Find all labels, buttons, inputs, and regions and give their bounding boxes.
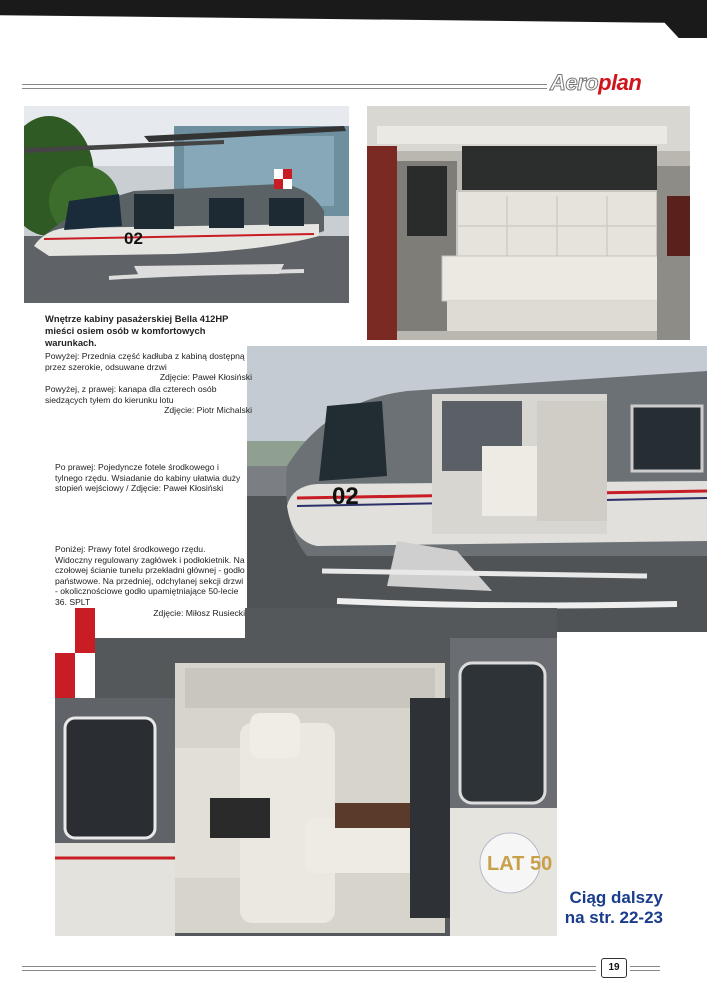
- caption-top-right-text: Powyżej, z prawej: kanapa dla czterech osób siedzących tyłem do kierunku lotu: [45, 384, 217, 405]
- caption-top: [45, 351, 252, 383]
- logo-plan: plan: [598, 70, 642, 95]
- photo-cabin-seat: [55, 608, 557, 936]
- binding-edge: [0, 0, 707, 38]
- continuation-note: [565, 888, 663, 928]
- caption-top-right: [45, 384, 252, 416]
- tail-number-front: 02: [124, 229, 143, 248]
- footer-rule-right: [630, 966, 660, 971]
- caption-intro: Wnętrze kabiny pasażerskiej Bella 412HP mieści osiem osób w komfortowych warunkach.: [45, 313, 229, 348]
- caption-below-text: Poniżej: Prawy fotel środkowego rzędu. Widoczny regulowany zagłówek i podłokietnik. Na czołowej ścianie tunelu przekładni głównej - godło państwowe. Na przedniej, odchylanej sekcji drzwi - okolicznościowe godło upamiętniające 50-lecie 36. SPLT: [55, 544, 245, 607]
- aeroplan-logo: [550, 70, 680, 98]
- footer-rule-left: [22, 966, 596, 971]
- page-number: 19: [601, 958, 627, 978]
- continuation-line2: na str. 22-23: [564, 908, 663, 927]
- caption-top-text: Powyżej: Przednia część kadłuba z kabiną dostępną przez szerokie, odsuwane drzwi: [45, 351, 245, 372]
- anniversary-seal: LAT 50: [487, 853, 553, 875]
- caption-below-credit: Zdjęcie: Miłosz Rusiecki: [153, 607, 245, 618]
- caption-top-credit: Zdjęcie: Paweł Kłosiński: [159, 372, 252, 383]
- caption-right: Po prawej: Pojedyncze fotele środkowego i tylnego rzędu. Wsiadanie do kabiny ułatwia duży stopień wejściowy / Zdjęcie: Paweł Kłosiński: [55, 462, 241, 494]
- continuation-line1: Ciąg dalszy: [569, 888, 663, 907]
- header-rule: [22, 84, 547, 89]
- caption-below: [55, 544, 245, 618]
- photo-helicopter-front: [24, 106, 349, 303]
- photo-helicopter-open-door: [247, 346, 707, 632]
- photo-cabin-bench: [367, 106, 690, 340]
- tail-number-side: 02: [332, 483, 359, 510]
- caption-top-right-credit: Zdjęcie: Piotr Michalski: [164, 405, 252, 416]
- logo-aero: Aero: [550, 70, 599, 95]
